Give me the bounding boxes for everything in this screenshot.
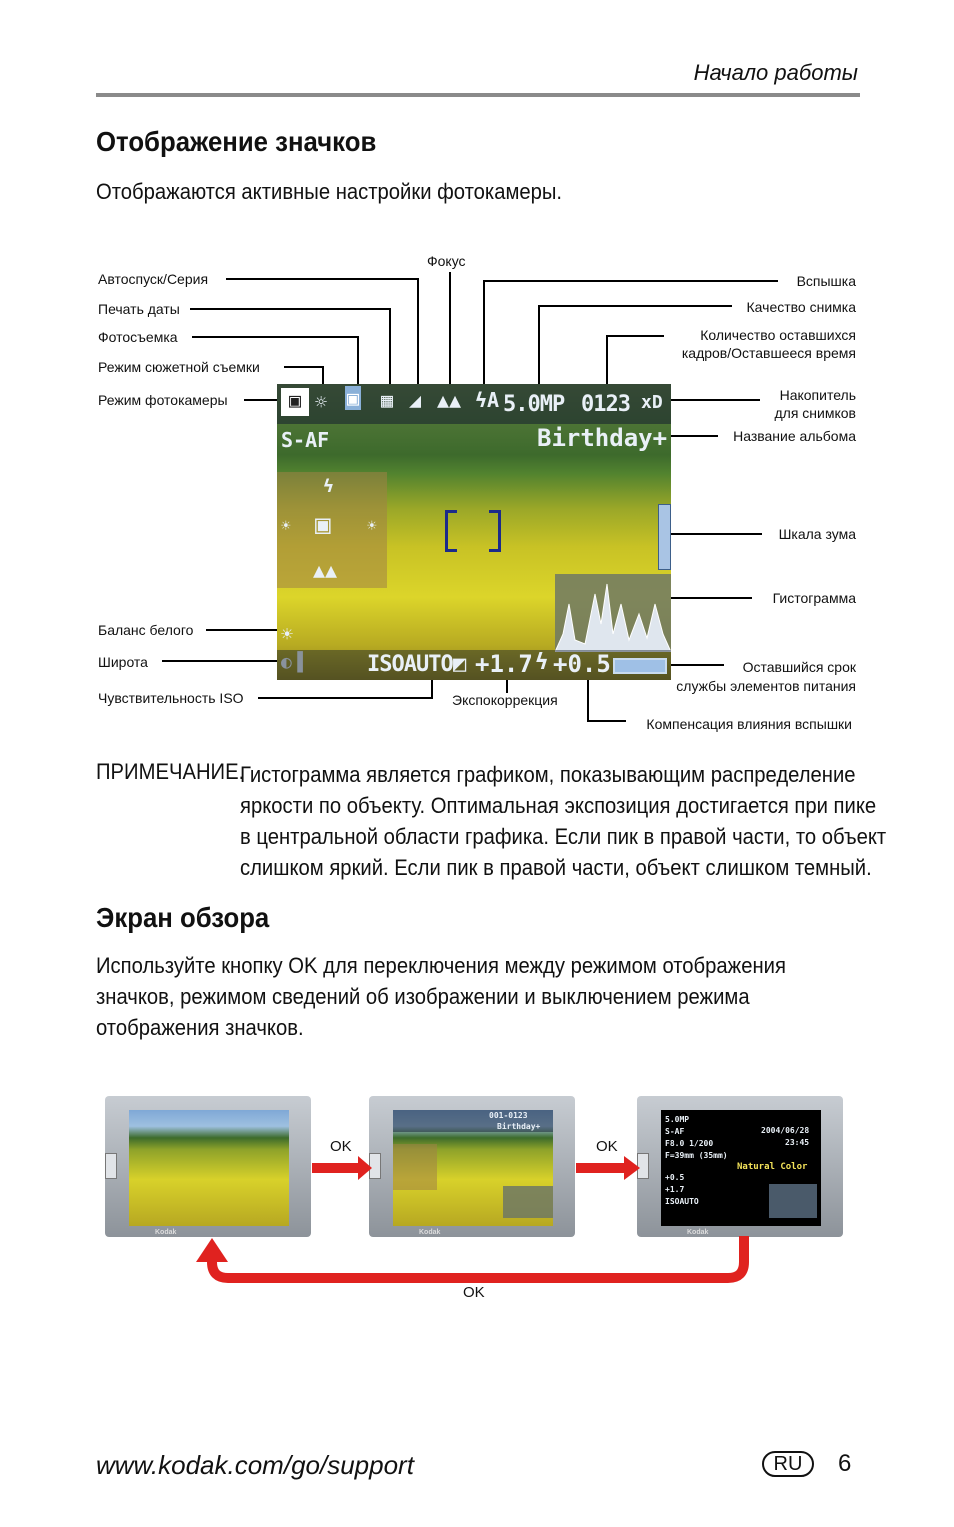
arrow-shaft-1 [312, 1163, 360, 1173]
section-intro: Отображаются активные настройки фотокамеры. [96, 179, 563, 204]
callout-zoom-scale: Шкала зума [778, 526, 856, 542]
return-arrow-path [212, 1236, 744, 1278]
section-title-review: Экран обзора [96, 902, 270, 933]
callout-album-name: Название альбома [733, 428, 856, 444]
quality-readout: 5.0MP [503, 392, 565, 417]
info-line: S-AF [665, 1127, 685, 1136]
flash-comp-icon: ϟ [535, 650, 549, 675]
arrow-head-1 [358, 1156, 372, 1180]
info-line: 5.0MP [665, 1115, 690, 1124]
ok-label-3: OK [463, 1284, 485, 1301]
scene-icon: ◢ [409, 388, 422, 412]
wb-right-icon: ☀ [367, 516, 377, 535]
storage-readout: xD [641, 392, 663, 413]
brand-label: Kodak [155, 1229, 177, 1236]
callout-focus: Фокус [427, 253, 466, 269]
mini-count: 001-0123 [489, 1111, 528, 1120]
info-line: F8.0 1/200 [665, 1139, 714, 1148]
callout-flash-comp: Компенсация влияния вспышки [646, 716, 852, 732]
iso-readout: ISOAUTO [367, 652, 453, 677]
date-print-icon: ▦ [381, 388, 394, 412]
flash-comp-readout: +0.5 [553, 650, 611, 678]
arrow-head-2 [624, 1156, 640, 1180]
callout-latitude: Широта [98, 654, 148, 670]
white-balance-icon: ☀ [281, 622, 294, 646]
callout-photo: Фотосъемка [98, 329, 178, 345]
page-number: 6 [838, 1450, 852, 1477]
info-color-mode: Natural Color [737, 1162, 808, 1172]
af-readout: S-AF [281, 428, 330, 452]
callout-iso: Чувствительность ISO [98, 690, 244, 706]
section2-line: значков, режимом сведений об изображении и выключением режима [96, 984, 750, 1009]
note-line: Гистограмма является графиком, показывающим распределение [240, 762, 856, 787]
note-label: ПРИМЕЧАНИЕ. [96, 759, 245, 784]
camera-mode-icon: ▣ [281, 388, 309, 416]
count-readout: 0123 [581, 392, 630, 417]
callout-scene-mode: Режим сюжетной съемки [98, 359, 260, 375]
info-line: F=39mm (35mm) [665, 1151, 728, 1160]
latitude-icon: ◐▐ [281, 652, 303, 673]
note-line: в центральной области графика. Если пик в правой части, то объект [240, 824, 887, 849]
flash-small-icon: ϟ [323, 476, 334, 497]
callout-date-print: Печать даты [98, 301, 180, 317]
callout-exposure-comp: Экспокоррекция [452, 692, 558, 708]
info-time: 23:45 [785, 1138, 810, 1147]
section-title-icons: Отображение значков [96, 126, 377, 157]
info-line: ISOAUTO [665, 1197, 699, 1206]
flash-icon: ϟA [475, 388, 500, 412]
focus-icon: ▲▲ [437, 388, 462, 412]
language-badge: RU [762, 1451, 814, 1477]
ok-label-2: OK [596, 1138, 618, 1155]
ok-label-1: OK [330, 1138, 352, 1155]
callout-battery-1: Оставшийся срок [742, 659, 856, 675]
callout-camera-mode: Режим фотокамеры [98, 392, 228, 408]
support-url[interactable]: www.kodak.com/go/support [96, 1450, 414, 1480]
photo-icon: ▣ [347, 386, 360, 410]
callout-storage-2: для снимков [774, 405, 856, 421]
callout-white-balance: Баланс белого [98, 622, 194, 638]
callout-storage-1: Накопитель [779, 387, 856, 403]
section2-line: отображения значков. [96, 1015, 304, 1040]
callout-flash: Вспышка [796, 273, 856, 289]
album-readout: Birthday+ [537, 424, 668, 452]
callout-histogram: Гистограмма [772, 590, 856, 606]
callout-remaining-1: Количество оставшихся [700, 327, 856, 343]
wb-left-icon: ☀ [281, 516, 291, 535]
callout-remaining-2: кадров/Оставшееся время [681, 345, 856, 361]
ev-icon: ◩ [453, 652, 467, 677]
callout-battery-2: службы элементов питания [676, 678, 856, 694]
af-zone-icon: ▣ [315, 510, 331, 540]
info-line: +0.5 [665, 1173, 685, 1182]
mini-album: Birthday+ [497, 1122, 541, 1131]
brand-label: Kodak [419, 1229, 441, 1236]
note-line: яркости по объекту. Оптимальная экспозиция достигается при пике [240, 793, 877, 818]
arrow-shaft-2 [576, 1163, 626, 1173]
note-line: слишком яркий. Если пик в правой части, объект слишком темный. [240, 855, 872, 880]
ev-readout: +1.7 [475, 650, 533, 678]
mountain-icon: ▲▲ [313, 558, 338, 582]
running-header: Начало работы [693, 60, 858, 85]
callout-self-timer: Автоспуск/Серия [98, 271, 209, 287]
section2-line: Используйте кнопку OK для переключения между режимом отображения [96, 953, 786, 978]
callout-quality: Качество снимка [746, 299, 856, 315]
info-date: 2004/06/28 [761, 1126, 810, 1135]
self-timer-icon: ☼ [315, 390, 328, 414]
info-line: +1.7 [665, 1185, 685, 1194]
brand-label: Kodak [687, 1229, 709, 1236]
